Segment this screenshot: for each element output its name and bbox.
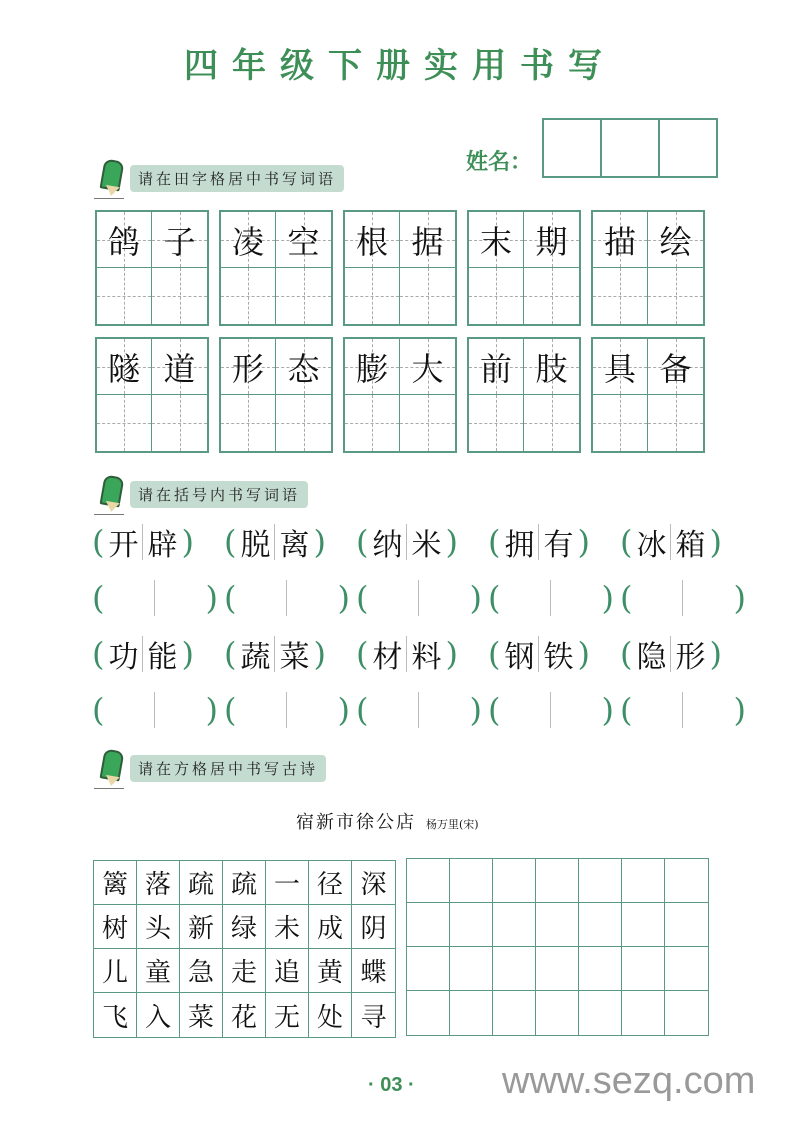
poem-char-cell: 深 (352, 861, 395, 905)
writing-cell[interactable] (579, 947, 622, 991)
model-char-cell (152, 339, 207, 395)
section-label: 请在括号内书写词语 (130, 481, 308, 508)
poem-author: 杨万里(宋) (426, 818, 479, 831)
pencil-icon (98, 476, 120, 512)
poem-title: 宿新市徐公店 (296, 812, 416, 833)
name-box[interactable] (660, 120, 716, 176)
bracket-empty-row-1 (92, 574, 752, 622)
char-1: 功 (108, 640, 139, 675)
open-paren: ( (356, 523, 369, 561)
bracket-row-1 (92, 518, 752, 566)
poem-char-cell: 菜 (180, 993, 223, 1037)
bracket-answer-slot[interactable] (224, 574, 356, 622)
model-char-cell (221, 212, 276, 268)
practice-cell[interactable] (524, 268, 579, 324)
poem-char-cell: 未 (266, 905, 309, 949)
model-char: 形 (231, 349, 264, 388)
tianzige-word-box (467, 337, 581, 453)
close-paren: ) (445, 523, 458, 561)
writing-cell[interactable] (536, 859, 579, 903)
open-paren: ( (224, 579, 237, 617)
open-paren: ( (488, 523, 501, 561)
model-char-cell (276, 212, 331, 268)
bracket-answer-slot[interactable] (224, 686, 356, 734)
pencil-icon (98, 160, 120, 196)
char-2: 能 (147, 640, 178, 675)
char-1: 脱 (240, 528, 271, 563)
open-paren: ( (620, 523, 633, 561)
char-2: 铁 (543, 640, 574, 675)
model-char: 描 (603, 222, 636, 261)
model-char-cell (152, 212, 207, 268)
tianzige-word-box (95, 337, 209, 453)
poem-char-cell: 蝶 (352, 949, 395, 993)
poem-char-cell: 花 (223, 993, 266, 1037)
divider (418, 692, 419, 728)
bracket-answer-slot[interactable] (356, 686, 488, 734)
model-char-cell (400, 339, 455, 395)
poem-char-cell: 树 (94, 905, 137, 949)
page-title: 四年级下册实用书写 (184, 46, 616, 86)
writing-cell[interactable] (622, 947, 665, 991)
open-paren: ( (356, 579, 369, 617)
practice-cell[interactable] (97, 395, 152, 451)
writing-cell[interactable] (493, 947, 536, 991)
close-paren: ) (709, 635, 722, 673)
model-char: 凌 (231, 222, 264, 261)
model-char: 末 (479, 222, 512, 261)
writing-cell[interactable] (407, 903, 450, 947)
model-char: 根 (355, 222, 388, 261)
practice-cell[interactable] (469, 395, 524, 451)
poem-char-cell: 疏 (223, 861, 266, 905)
divider (682, 692, 683, 728)
char-1: 材 (372, 640, 403, 675)
char-2: 菜 (279, 640, 310, 675)
model-char-cell (469, 212, 524, 268)
model-char: 具 (603, 349, 636, 388)
writing-cell[interactable] (665, 947, 708, 991)
practice-cell[interactable] (593, 395, 648, 451)
practice-cell[interactable] (152, 268, 207, 324)
tianzige-word-box (467, 210, 581, 326)
open-paren: ( (224, 523, 237, 561)
poem-char-cell: 追 (266, 949, 309, 993)
poem-char-cell: 黄 (309, 949, 352, 993)
writing-cell[interactable] (579, 991, 622, 1035)
writing-cell[interactable] (622, 859, 665, 903)
model-char: 膨 (355, 349, 388, 388)
bracket-word (92, 518, 224, 566)
model-char: 隧 (107, 349, 140, 388)
model-char-cell (400, 212, 455, 268)
divider (418, 580, 419, 616)
writing-cell[interactable] (622, 991, 665, 1035)
writing-cell[interactable] (579, 903, 622, 947)
model-char: 鸽 (107, 222, 140, 261)
poem-char-cell: 入 (137, 993, 180, 1037)
close-paren: ) (337, 579, 350, 617)
bracket-word (224, 630, 356, 678)
bracket-word (92, 630, 224, 678)
model-char: 空 (287, 222, 320, 261)
writing-cell[interactable] (493, 859, 536, 903)
close-paren: ) (709, 523, 722, 561)
open-paren: ( (92, 635, 105, 673)
model-char-cell (276, 339, 331, 395)
char-2: 米 (411, 528, 442, 563)
bracket-answer-slot[interactable] (92, 686, 224, 734)
divider (550, 692, 551, 728)
open-paren: ( (488, 635, 501, 673)
open-paren: ( (488, 691, 501, 729)
open-paren: ( (620, 635, 633, 673)
tianzige-word-box (591, 337, 705, 453)
open-paren: ( (224, 691, 237, 729)
close-paren: ) (601, 691, 614, 729)
open-paren: ( (92, 523, 105, 561)
close-paren: ) (181, 635, 194, 673)
model-char-cell (648, 212, 703, 268)
char-1: 拥 (504, 528, 535, 563)
poem-model-grid (93, 860, 396, 1038)
poem-char-cell: 寻 (360, 1002, 387, 1033)
model-char: 备 (659, 349, 692, 388)
char-2: 箱 (675, 528, 706, 563)
char-1: 蔬 (240, 640, 271, 675)
writing-cell[interactable] (536, 991, 579, 1035)
close-paren: ) (733, 691, 746, 729)
model-char: 态 (287, 349, 320, 388)
poem-char-cell: 儿 (94, 949, 137, 993)
tianzige-word-box (343, 210, 457, 326)
bracket-word (620, 518, 752, 566)
close-paren: ) (313, 523, 326, 561)
divider (286, 580, 287, 616)
divider (550, 580, 551, 616)
poem-char-cell: 童 (137, 949, 180, 993)
bracket-answer-slot[interactable] (92, 574, 224, 622)
practice-cell[interactable] (345, 268, 400, 324)
writing-cell[interactable] (493, 991, 536, 1035)
model-char-cell (469, 339, 524, 395)
writing-cell[interactable] (665, 991, 708, 1035)
pencil-icon (98, 750, 120, 786)
bracket-word (488, 518, 620, 566)
char-2: 有 (543, 528, 574, 563)
writing-cell[interactable] (407, 947, 450, 991)
page-number: · 03 · (368, 1074, 415, 1096)
poem-char-cell: 飞 (94, 993, 137, 1037)
practice-cell[interactable] (524, 395, 579, 451)
model-char-cell (524, 339, 579, 395)
model-char-cell (97, 212, 152, 268)
char-1: 冰 (636, 528, 667, 563)
bracket-word (356, 518, 488, 566)
poem-heading (296, 808, 479, 834)
bracket-word (488, 630, 620, 678)
practice-cell[interactable] (276, 268, 331, 324)
writing-cell[interactable] (665, 903, 708, 947)
section-header-brackets (98, 476, 308, 512)
poem-char-cell: 处 (309, 993, 352, 1037)
close-paren: ) (181, 523, 194, 561)
bracket-empty-row-2 (92, 686, 752, 734)
poem-char-cell: 阴 (352, 905, 395, 949)
char-1: 隐 (636, 640, 667, 675)
close-paren: ) (469, 579, 482, 617)
writing-cell[interactable] (622, 903, 665, 947)
name-box[interactable] (544, 120, 602, 176)
model-char: 肢 (535, 349, 568, 388)
section-label: 请在田字格居中书写词语 (130, 165, 344, 192)
open-paren: ( (224, 635, 237, 673)
writing-cell[interactable] (579, 859, 622, 903)
model-char: 绘 (659, 222, 692, 261)
poem-char-cell: 落 (137, 861, 180, 905)
writing-cell[interactable] (450, 991, 493, 1035)
writing-cell[interactable] (450, 947, 493, 991)
char-2: 料 (411, 640, 442, 675)
poem-char-cell: 成 (309, 905, 352, 949)
open-paren: ( (620, 691, 633, 729)
practice-cell[interactable] (593, 268, 648, 324)
model-char-cell (221, 339, 276, 395)
open-paren: ( (92, 691, 105, 729)
char-1: 开 (108, 528, 139, 563)
model-char-cell (345, 339, 400, 395)
practice-cell[interactable] (221, 268, 276, 324)
model-char-cell (524, 212, 579, 268)
close-paren: ) (445, 635, 458, 673)
practice-cell[interactable] (345, 395, 400, 451)
practice-cell[interactable] (97, 268, 152, 324)
open-paren: ( (356, 691, 369, 729)
poem-char-cell: 头 (137, 905, 180, 949)
poem-char-cell: 绿 (223, 905, 266, 949)
tianzige-word-box (343, 337, 457, 453)
model-char-cell (593, 339, 648, 395)
close-paren: ) (205, 579, 218, 617)
divider (682, 580, 683, 616)
bracket-answer-slot[interactable] (356, 574, 488, 622)
char-1: 纳 (372, 528, 403, 563)
open-paren: ( (620, 579, 633, 617)
practice-cell[interactable] (469, 268, 524, 324)
bracket-word (356, 630, 488, 678)
practice-cell[interactable] (221, 395, 276, 451)
bracket-row-2 (92, 630, 752, 678)
model-char-cell (593, 212, 648, 268)
practice-cell[interactable] (276, 395, 331, 451)
model-char: 据 (411, 222, 444, 261)
bracket-answer-slot[interactable] (488, 686, 620, 734)
bracket-word (620, 630, 752, 678)
divider (154, 692, 155, 728)
char-1: 钢 (504, 640, 535, 675)
section-header-poem (98, 750, 326, 786)
close-paren: ) (205, 691, 218, 729)
name-box[interactable] (602, 120, 660, 176)
bracket-answer-slot[interactable] (620, 574, 752, 622)
writing-cell[interactable] (450, 859, 493, 903)
section-header-tianzige (98, 160, 344, 196)
writing-cell[interactable] (536, 947, 579, 991)
model-char-cell (648, 339, 703, 395)
practice-cell[interactable] (400, 268, 455, 324)
name-boxes[interactable] (542, 118, 718, 178)
bracket-word (224, 518, 356, 566)
tianzige-row-1 (95, 210, 705, 326)
tianzige-word-box (219, 210, 333, 326)
poem-char-cell: 急 (180, 949, 223, 993)
practice-cell[interactable] (152, 395, 207, 451)
section-label: 请在方格居中书写古诗 (130, 755, 326, 782)
poem-char-cell: 疏 (180, 861, 223, 905)
practice-cell[interactable] (400, 395, 455, 451)
close-paren: ) (733, 579, 746, 617)
model-char: 前 (479, 349, 512, 388)
open-paren: ( (92, 579, 105, 617)
divider (286, 692, 287, 728)
model-char: 子 (163, 222, 196, 261)
writing-cell[interactable] (493, 903, 536, 947)
close-paren: ) (313, 635, 326, 673)
open-paren: ( (356, 635, 369, 673)
char-2: 辟 (147, 528, 178, 563)
poem-char-cell: 走 (223, 949, 266, 993)
poem-char-cell: 一 (266, 861, 309, 905)
model-char: 道 (163, 349, 196, 388)
writing-cell[interactable] (665, 859, 708, 903)
poem-char-cell: 无 (266, 993, 309, 1037)
char-2: 离 (279, 528, 310, 563)
practice-cell[interactable] (648, 395, 703, 451)
char-2: 形 (675, 640, 706, 675)
tianzige-word-box (591, 210, 705, 326)
writing-cell[interactable] (407, 991, 450, 1035)
model-char: 大 (411, 349, 444, 388)
poem-char-cell: 篱 (94, 861, 137, 905)
close-paren: ) (577, 523, 590, 561)
writing-cell[interactable] (407, 859, 450, 903)
close-paren: ) (577, 635, 590, 673)
poem-writing-grid[interactable] (406, 858, 709, 1036)
model-char-cell (345, 212, 400, 268)
bracket-answer-slot[interactable] (488, 574, 620, 622)
poem-char-cell: 新 (180, 905, 223, 949)
close-paren: ) (469, 691, 482, 729)
practice-cell[interactable] (648, 268, 703, 324)
divider (154, 580, 155, 616)
tianzige-word-box (219, 337, 333, 453)
model-char: 期 (535, 222, 568, 261)
watermark: www.sezq.com (502, 1060, 756, 1102)
close-paren: ) (601, 579, 614, 617)
poem-char-cell: 径 (309, 861, 352, 905)
writing-cell[interactable] (450, 903, 493, 947)
bracket-answer-slot[interactable] (620, 686, 752, 734)
model-char-cell (97, 339, 152, 395)
tianzige-row-2 (95, 337, 705, 453)
close-paren: ) (337, 691, 350, 729)
tianzige-word-box (95, 210, 209, 326)
open-paren: ( (488, 579, 501, 617)
name-label: 姓名： (466, 150, 533, 175)
writing-cell[interactable] (536, 903, 579, 947)
